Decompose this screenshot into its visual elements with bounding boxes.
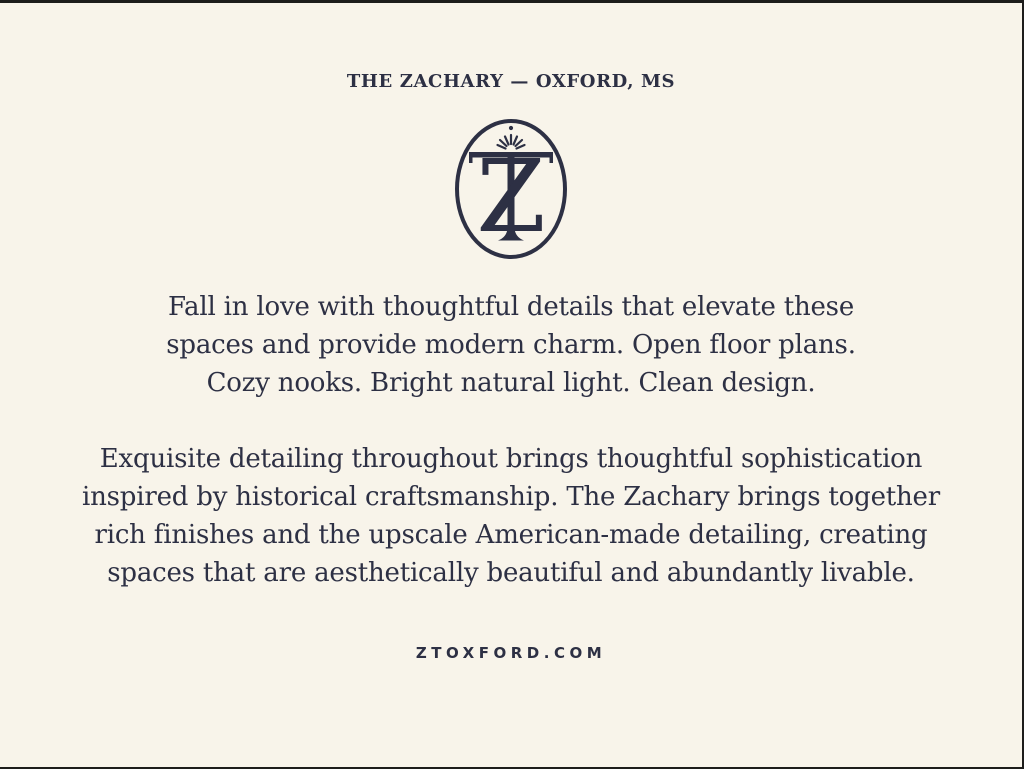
intro-paragraph [166, 288, 856, 402]
paragraph-line: Cozy nooks. Bright natural light. Clean design. [206, 368, 816, 398]
paragraph-line: Fall in love with thoughtful details that elevate these [167, 292, 855, 322]
paragraph-line: Exquisite detailing throughout brings thoughtful sophistication [99, 444, 923, 474]
paragraph-line: spaces and provide modern charm. Open floor plans. [166, 330, 856, 360]
tz-monogram-logo [454, 118, 568, 260]
paragraph-line: inspired by historical craftsmanship. The Zachary brings together [82, 482, 940, 512]
tz-crest-icon [454, 118, 568, 260]
website-url: ZTOXFORD.COM [415, 644, 607, 662]
paragraph-line: spaces that are aesthetically beautiful and abundantly livable. [107, 558, 915, 588]
brand-header: THE ZACHARY — OXFORD, MS [346, 71, 676, 92]
paragraph-line: rich finishes and the upscale American-made detailing, creating [94, 520, 928, 550]
detail-paragraph [82, 440, 940, 592]
monogram-letter: Z [476, 138, 546, 255]
